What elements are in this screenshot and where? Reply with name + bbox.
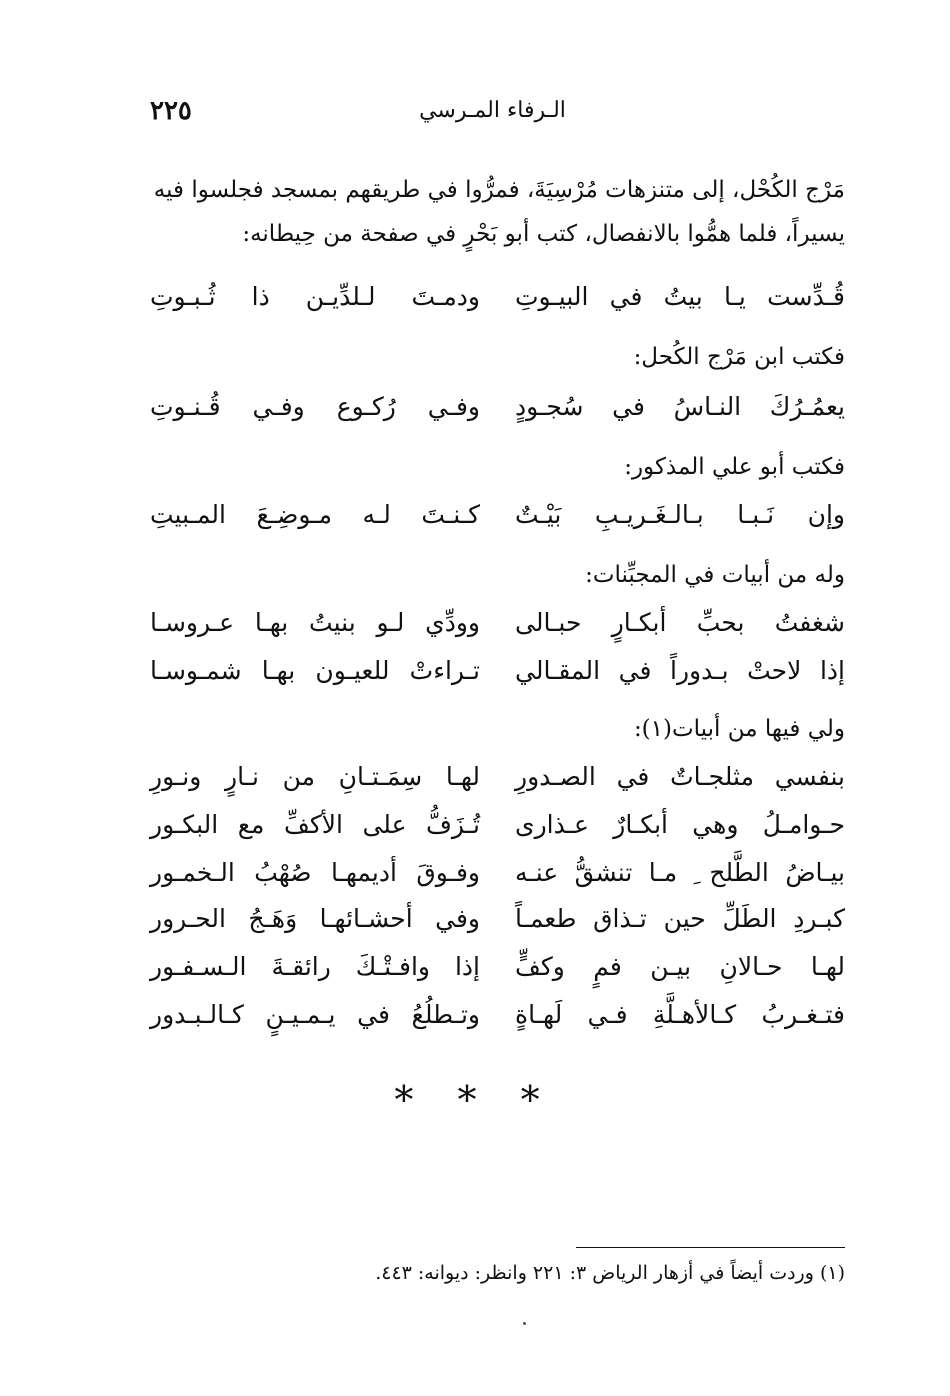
page-number: ٢٢٥ [150,96,192,126]
verse-line [150,810,845,850]
verse-first-hemistich: بنفسي مثلجـاتٌ في الصـدورِ [515,762,845,791]
verse-line [150,656,845,696]
verse-first-hemistich: بيـاضُ الطَّلح ِ مـا تنشقُّ عنـه [515,858,845,887]
verse-line [150,858,845,898]
prose-line-1: مَرْج الكُحْل، إلى متنزهات مُرْسِيَةَ، فمرُّوا في طريقهم بمسجد فجلسوا فيه [153,177,845,203]
verse-intro: ولي فيها من أبيات(١): [633,716,845,742]
verse-first-hemistich: يعمُـرُكَ النـاسُ في سُجـودٍ [515,392,845,421]
prose-line-2: يسيراً، فلما همُّوا بالانفصال، كتب أبو بَحْرٍ في صفحة من حِيطانه: [242,221,845,247]
verse-second-hemistich: إذا وافـتْـكَ رائقـةَ الـسـفـور [150,952,480,981]
verse-second-hemistich: لهـا سِمَـتـانِ من نـارٍ ونـورِ [150,762,480,791]
verse-first-hemistich: وإن نَـبـا بـالـغَـريـبِ بَيْـتٌ [515,500,845,529]
footnote: (١) وردت أيضاً في أزهار الرياض ٣: ٢٢١ وانظر: ديوانه: ٤٤٣. [375,1262,845,1284]
verse-first-hemistich: إذا لاحتْ بـدوراً في المقـالي [515,656,845,685]
verse-first-hemistich: حـوامـلُ وهي أبكـارٌ عـذارى [515,810,845,839]
verse-second-hemistich: ودمـتَ لـلدِّيـن ذا ثُـبـوتِ [150,282,480,311]
verse-first-hemistich: شغفتُ بحبِّ أبكـارٍ حبـالى [515,608,845,637]
verse-line [150,762,845,802]
verse-intro: فكتب أبو علي المذكور: [624,454,845,480]
verse-first-hemistich: كبـردِ الطَلِّ حين تـذاق طعمـاً [515,904,845,933]
verse-first-hemistich: قُـدِّست يـا بيتُ في البيـوتِ [515,282,845,311]
verse-line [150,608,845,648]
verse-line [150,500,845,540]
page-speck [523,1322,526,1325]
footnote-rule [576,1247,845,1248]
verse-second-hemistich: تـراءتْ للعيـون بهـا شمـوسـا [150,656,480,685]
verse-line [150,952,845,992]
verse-line [150,1000,845,1040]
verse-first-hemistich: لهـا حـالانِ بيـن فمٍ وكفٍّ [515,952,845,981]
verse-intro: فكتب ابن مَرْج الكُحل: [633,344,845,370]
verse-second-hemistich: تُـزَفُّ على الأكفِّ مع البكـور [150,810,480,839]
verse-second-hemistich: وفـوقَ أديمهـا صُهْبُ الـخمـور [150,858,480,887]
verse-second-hemistich: وفـي رُكـوع وفـي قُـنـوتِ [150,392,480,421]
verse-second-hemistich: وودِّي لـو بنيتُ بهـا عـروسـا [150,608,480,637]
section-separator: * * * [394,1078,556,1122]
verse-second-hemistich: وتـطلُعُ في يـمـيـنٍ كـالـبـدور [150,1000,480,1029]
verse-intro: وله من أبيات في المجبِّنات: [585,562,845,588]
verse-line [150,392,845,432]
verse-second-hemistich: وفي أحشـائهـا وَهَـجُ الحـرور [150,904,480,933]
page-header [140,96,845,136]
verse-first-hemistich: فتـغـربُ كـالأهـلَّةِ فـي لَهـاةٍ [515,1000,845,1029]
verse-line [150,282,845,322]
verse-second-hemistich: كـنـتَ لـه مـوضِـعَ المـبيتِ [150,500,480,529]
running-title: الـرفاء المـرسي [419,98,566,123]
verse-line [150,904,845,944]
